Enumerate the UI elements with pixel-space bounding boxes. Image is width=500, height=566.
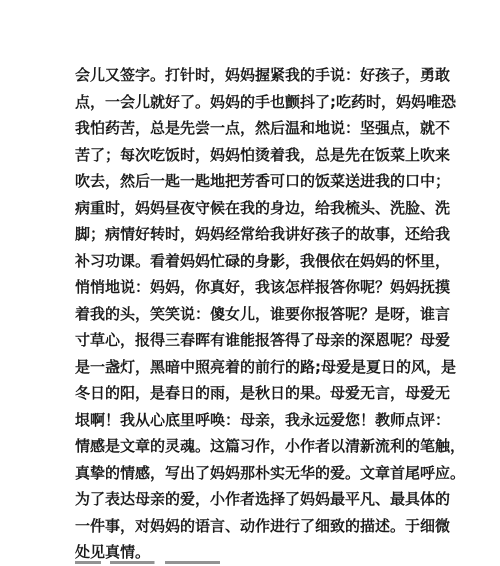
text-line: 是一盏灯，黑暗中照亮着的前行的路;母爱是夏日的风，是	[75, 357, 457, 376]
text-line: 寸草心，报得三春晖有谁能报答得了母亲的深恩呢？母爱	[75, 331, 451, 349]
text-line: 吹去，然后一匙一匙地把芳香可口的饭菜送进我的口中；	[75, 172, 451, 190]
text-line: 为了表达母亲的爱，小作者选择了妈妈最平凡、最具体的	[75, 490, 451, 508]
text-line: 冬日的阳，是春日的雨，是秋日的果。母爱无言，母爱无	[75, 384, 451, 402]
text-line: 垠啊！我从心底里呼唤：母亲，我永远爱您！教师点评：	[75, 410, 451, 429]
text-line: 脚；病情好转时，妈妈经常给我讲好孩子的故事，还给我	[75, 225, 451, 243]
text-line: 补习功课。看着妈妈忙碌的身影，我偎依在妈妈的怀里，	[75, 251, 451, 270]
text-line: 悄悄地说：妈妈，你真好，我该怎样报答你呢？妈妈抚摸	[75, 278, 451, 296]
text-line: 我怕药苦，总是先尝一点，然后温和地说：坚强点，就不	[75, 119, 451, 137]
text-line: 一件事，对妈妈的语言、动作进行了细致的描述。于细微	[75, 516, 451, 535]
text-line: 情感是文章的灵魂。这篇习作，小作者以清新流利的笔触，	[75, 437, 466, 455]
text-line: 点，一会儿就好了。妈妈的手也颤抖了;吃药时，妈妈唯恐	[75, 92, 457, 111]
text-line: 处见真情。	[75, 543, 151, 561]
text-line: 苦了；每次吃饭时，妈妈怕烫着我，总是先在饭菜上吹来	[75, 145, 451, 164]
text-line: 着我的头，笑笑说：傻女儿，谁要你报答呢？是呀，谁言	[75, 304, 451, 323]
text-line: 病重时，妈妈昼夜守候在我的身边，给我梳头、洗脸、洗	[75, 198, 451, 217]
cut-off-next-line	[75, 556, 220, 565]
essay-text-block	[75, 62, 466, 566]
text-line: 真挚的情感，写出了妈妈那朴实无华的爱。文章首尾呼应。	[75, 463, 466, 482]
text-line: 会儿又签字。打针时，妈妈握紧我的手说：好孩子，勇敢	[75, 66, 451, 84]
